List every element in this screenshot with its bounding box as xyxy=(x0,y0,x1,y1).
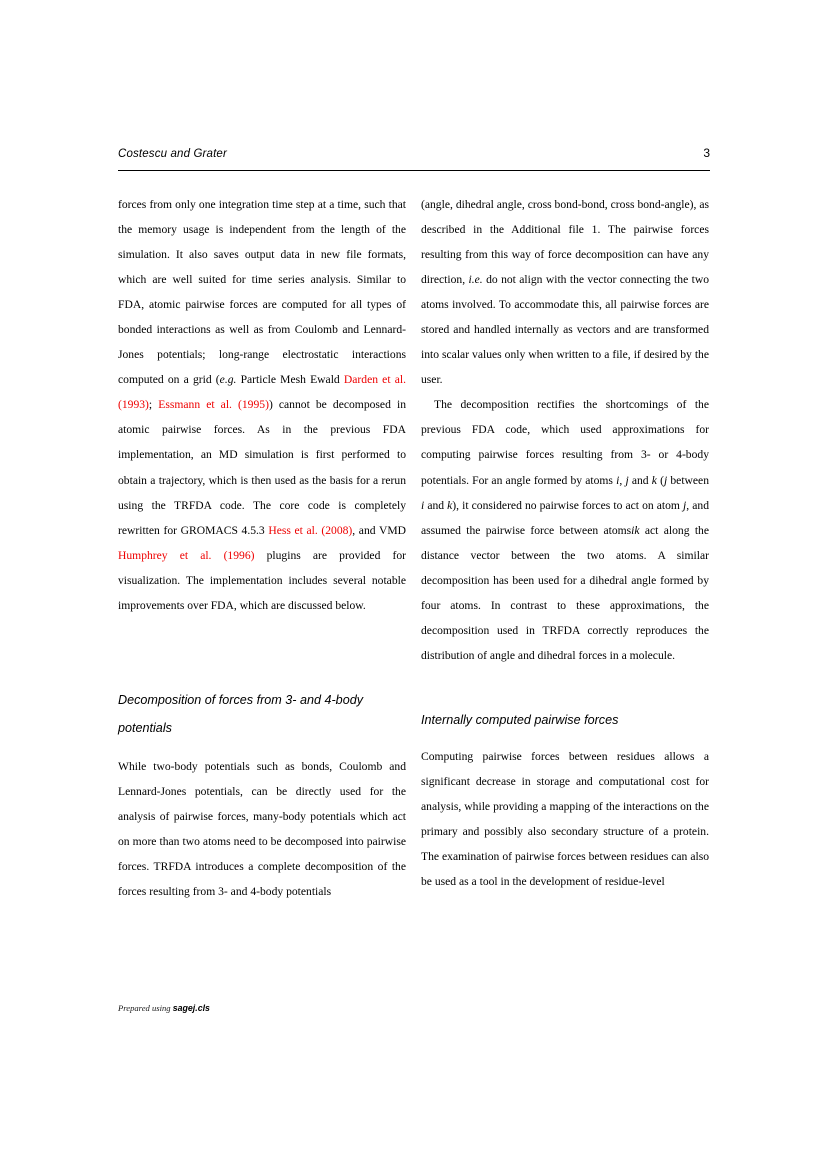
emphasis-text: i.e. xyxy=(468,273,483,287)
emphasis-text: j xyxy=(683,498,687,512)
emphasis-text: e.g. xyxy=(219,373,237,387)
emphasis-text: ik xyxy=(631,523,640,537)
right-paragraph-3: Computing pairwise forces between residues allows a significant decrease in storage and computational cost for analysis, while providing a mapping of the interactions on the primary and possibly also secondary structure of a protein. The examination of pairwise forces between residues can also be used as a tool in the development of residue-level xyxy=(421,749,709,889)
left-column xyxy=(118,192,406,904)
footer-prepared-label: Prepared using xyxy=(118,1003,173,1013)
citation-link[interactable]: Hess et al. (2008) xyxy=(268,523,353,537)
right-paragraph-1: (angle, dihedral angle, cross bond-bond, cross bond-angle), as described in the Additional file 1. The pairwise forces resulting from this way of force decomposition can have any direction, i.e. do not align with the vector connecting the two atoms involved. To accommodate this, all pairwise forces are stored and handled internally as vectors and are transformed into scalar values only when written to a file, if desired by the user. xyxy=(421,198,709,387)
page-number: 3 xyxy=(703,146,710,160)
spacer-after-right-heading xyxy=(421,734,709,744)
spacer-after-left-heading xyxy=(118,742,406,754)
section-heading-internally-computed: Internally computed pairwise forces xyxy=(421,712,619,727)
section-heading-decomposition: Decomposition of forces from 3- and 4-body potentials xyxy=(118,692,363,735)
emphasis-text: i xyxy=(616,473,620,487)
left-paragraph-2: While two-body potentials such as bonds, Coulomb and Lennard-Jones potentials, can be directly used for the analysis of pairwise forces, many-body potentials which act on more than two atoms need to be decomposed into pairwise forces. TRFDA introduces a complete decomposition of the forces resulting from 3- and 4-body potentials xyxy=(118,759,406,899)
citation-link[interactable]: Darden et al. (1993) xyxy=(118,373,406,412)
running-head xyxy=(118,147,710,165)
running-head-title: Costescu and Grater xyxy=(118,148,227,160)
emphasis-text: k xyxy=(651,473,657,487)
citation-link[interactable]: Essmann et al. (1995) xyxy=(158,398,269,412)
spacer-before-left-heading xyxy=(118,618,406,686)
footer-class-file: sagej.cls xyxy=(172,1003,210,1013)
footer xyxy=(118,1002,210,1014)
right-paragraph-2: The decomposition rectifies the shortcomings of the previous FDA code, which used approximations for computing pairwise forces resulting from 3- or 4-body potentials. For an angle formed by atoms i, j and k (j between i and k), it considered no pairwise forces to act on atom j, and assumed the pairwise force between atomsik act along the distance vector between the two atoms. A similar decomposition has been used for a dihedral angle formed by four atoms. In contrast to these approximations, the decomposition used in TRFDA correctly reproduces the distribution of angle and dihedral forces in a molecule. xyxy=(421,398,710,662)
spacer-before-right-heading xyxy=(421,668,709,706)
emphasis-text: i xyxy=(421,498,425,512)
emphasis-text: k xyxy=(447,498,453,512)
left-paragraph-1: forces from only one integration time step at a time, such that the memory usage is independent from the length of the simulation. It also saves output data in new file formats, which are well suited for time series analysis. Similar to FDA, atomic pairwise forces are computed for all types of bonded interactions as well as from Coulomb and Lennard-Jones potentials; long-range electrostatic interactions computed on a grid (e.g. Particle Mesh Ewald Darden et al. (1993); Essmann et al. (1995)) cannot be decomposed in atomic pairwise forces. As in the previous FDA implementation, an MD simulation is first performed to obtain a trajectory, which is then used as the basis for a rerun using the TRFDA code. The core code is completely rewritten for GROMACS 4.5.3 Hess et al. (2008), and VMD Humphrey et al. (1996) plugins are provided for visualization. The implementation includes several notable improvements over FDA, which are discussed below. xyxy=(118,198,407,612)
emphasis-text: j xyxy=(625,473,629,487)
right-column xyxy=(421,192,709,904)
emphasis-text: j xyxy=(663,473,668,487)
citation-link[interactable]: Humphrey et al. (1996) xyxy=(118,548,255,562)
body-columns xyxy=(118,192,710,904)
header-rule xyxy=(118,170,710,171)
